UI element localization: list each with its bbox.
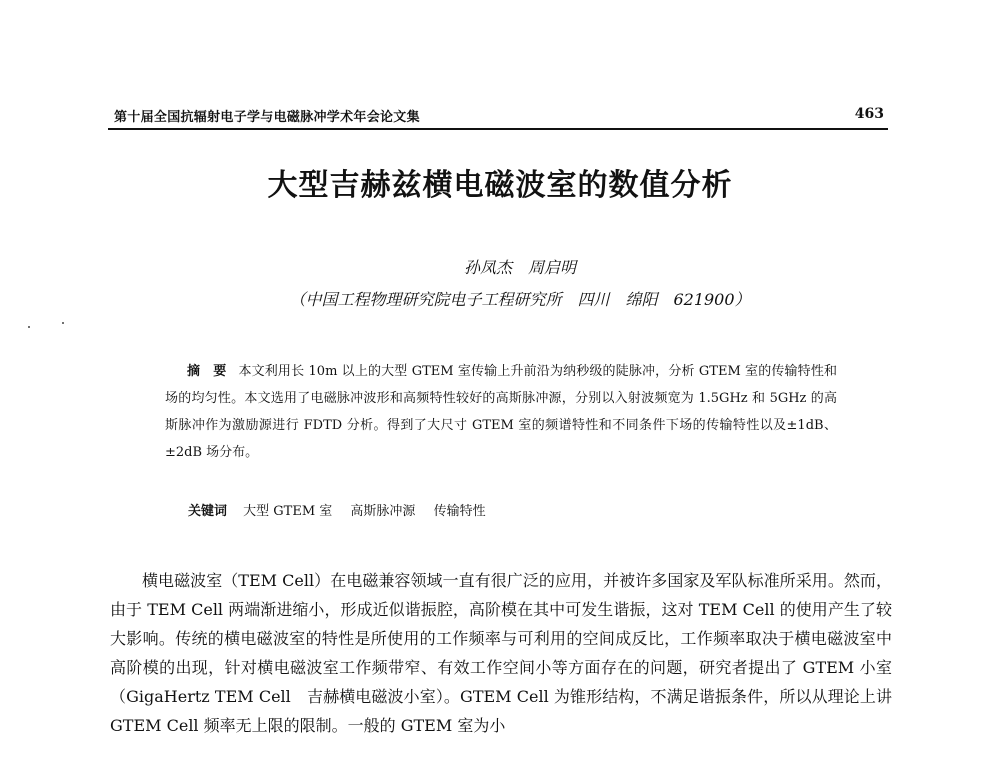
keyword-item: 高斯脉冲源 [350, 504, 416, 519]
scan-artifact [62, 322, 64, 324]
abstract-label: 摘 要 [187, 364, 227, 379]
authors: 孙凤杰 周启明 [463, 258, 576, 277]
page-number: 463 [854, 106, 884, 122]
body-text [110, 566, 892, 740]
keyword-item: 传输特性 [433, 504, 486, 519]
abstract [165, 358, 837, 466]
running-title: 第十届全国抗辐射电子学与电磁脉冲学术年会论文集 [114, 110, 420, 125]
abstract-text: 本文利用长 10m 以上的大型 GTEM 室传输上升前沿为纳秒级的陡脉冲，分析 GTEM 室的传输特性和场的均匀性。本文选用了电磁脉冲波形和高频特性较好的高斯脉冲源，分别以入射波频宽为 1.5GHz 和 5GHz 的高斯脉冲作为激励源进行 FDTD 分析。得到了大尺寸 GTEM 室的频谱特性和不同条件下场的传输特性以及±1dB、±2dB 场分布。 [165, 364, 837, 460]
scan-artifact [28, 326, 30, 328]
body-paragraph: 横电磁波室（TEM Cell）在电磁兼容领域一直有很广泛的应用，并被许多国家及军队标准所采用。然而，由于 TEM Cell 两端渐进缩小，形成近似谐振腔，高阶模在其中可发生谐振，这对 TEM Cell 的使用产生了较大影响。传统的横电磁波室的特性是所使用的工作频率与可利用的空间成反比，工作频率取决于横电磁波室中高阶模的出现，针对横电磁波室工作频带窄、有效工作空间小等方面存在的问题，研究者提出了 GTEM 小室（GigaHertz TEM Cell 吉赫横电磁波小室）。GTEM Cell 为锥形结构，不满足谐振条件，所以从理论上讲 GTEM Cell 频率无上限的限制。一般的 GTEM 室为小 [110, 571, 892, 735]
affiliation: （中国工程物理研究院电子工程研究所 四川 绵阳 621900） [289, 290, 751, 309]
paper-title: 大型吉赫兹横电磁波室的数值分析 [267, 168, 733, 203]
keyword-item: 大型 GTEM 室 [243, 504, 333, 519]
keywords-label: 关键词 [188, 504, 228, 519]
running-header [108, 104, 888, 130]
keywords [188, 500, 500, 519]
